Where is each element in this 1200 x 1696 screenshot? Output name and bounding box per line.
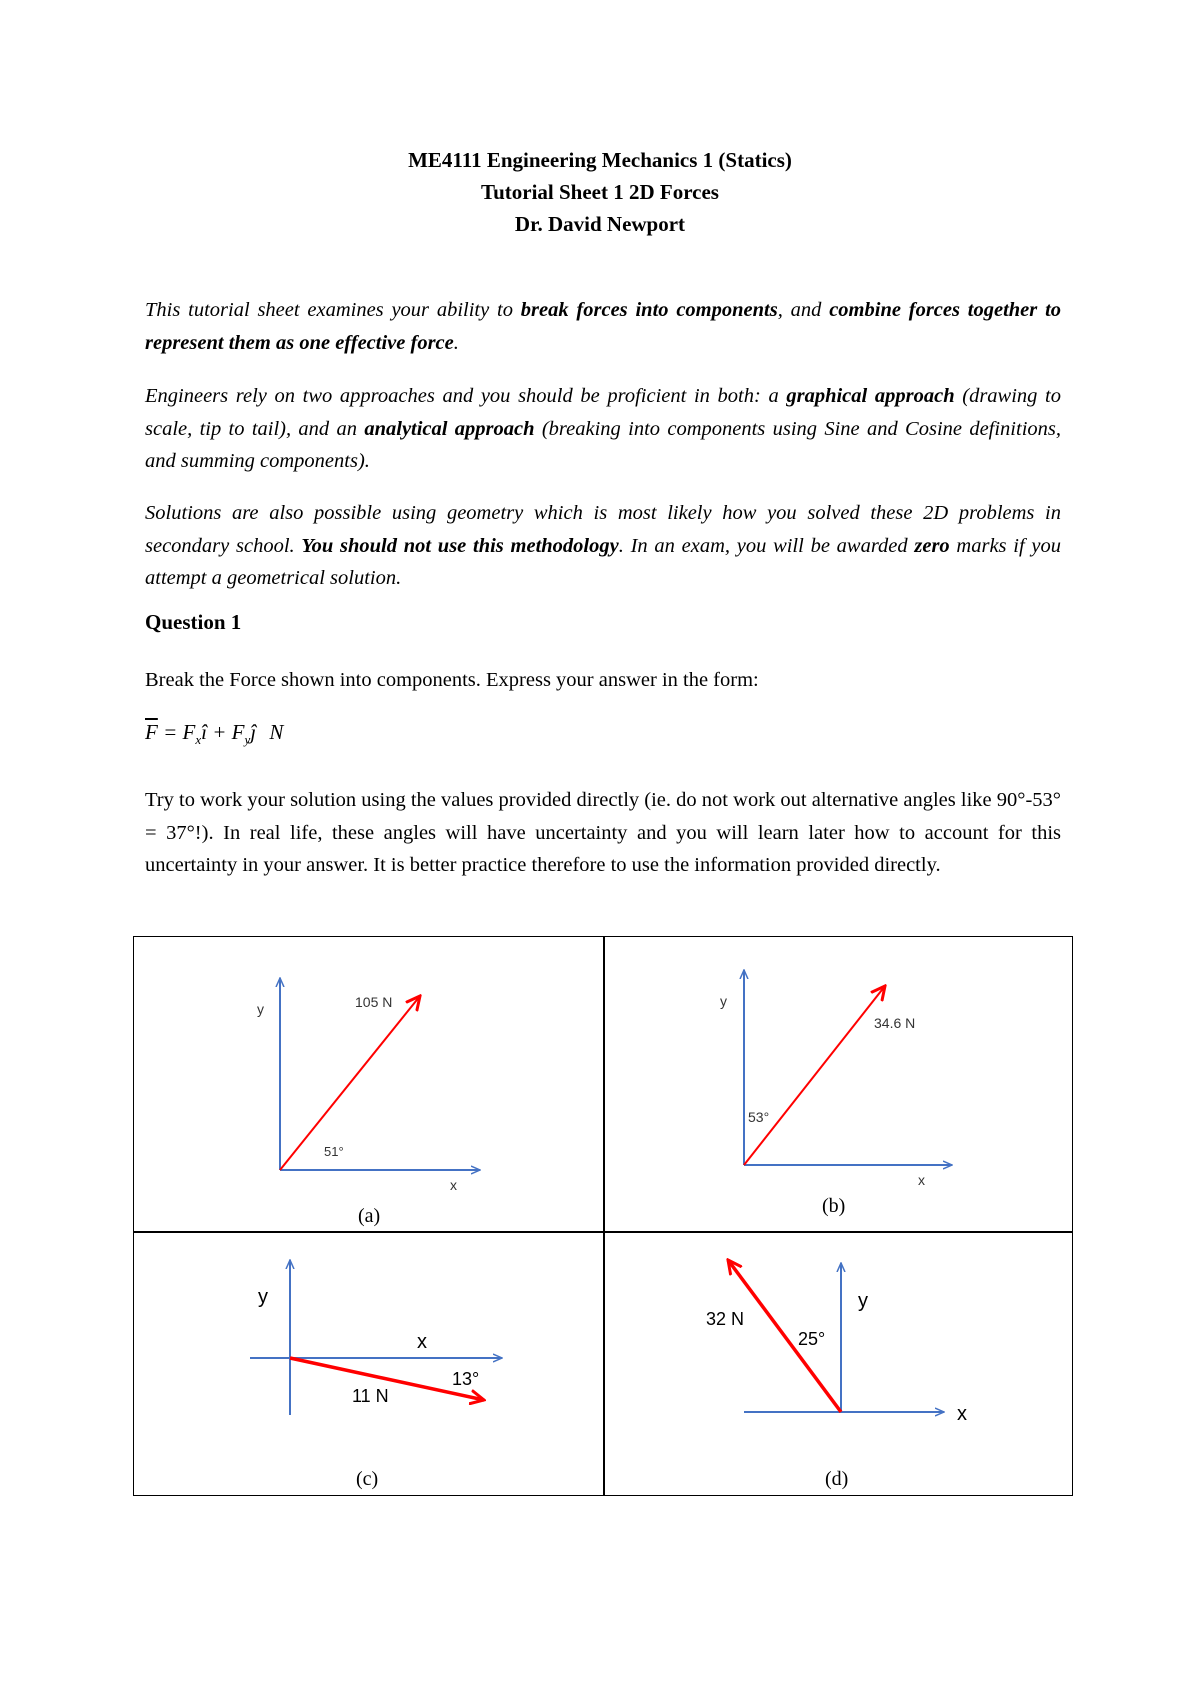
diagram-c-y-label: y	[258, 1286, 268, 1308]
diagram-b-force-label: 34.6 N	[874, 1015, 916, 1031]
diagram-a-force-label: 105 N	[355, 994, 393, 1010]
diagram-b-caption: (b)	[822, 1195, 846, 1217]
intro-paragraph-3: Solutions are also possible using geometry which is most likely how you solved these 2D problems in secondary school. You should not use this methodology. In an exam, you will be awarded zero marks if you attempt a geometrical solution.	[145, 502, 1061, 589]
diagram-a-force-vector	[280, 996, 420, 1170]
diagram-c-x-label: x	[417, 1331, 427, 1353]
intro-paragraph-2: Engineers rely on two approaches and you should be proficient in both: a graphical approach (drawing to scale, tip to tail), and an analytical approach (breaking into components using Sine and Cosine definitions, and summing components).	[145, 385, 1062, 472]
diagram-c-caption: (c)	[356, 1468, 379, 1490]
diagram-b-force-vector	[744, 986, 885, 1165]
answer-formula: $\overline{F}$ = $F_xî$ + $F_yĵ$ N	[145, 720, 284, 748]
diagram-a-y-label: y	[257, 1001, 264, 1017]
diagram-d-angle-label: 25°	[798, 1329, 826, 1349]
question-1-heading: Question 1	[145, 610, 242, 634]
diagram-a-caption: (a)	[358, 1205, 381, 1227]
sheet-title: Tutorial Sheet 1 2D Forces	[481, 180, 719, 204]
diagram-b-x-label: x	[918, 1172, 925, 1188]
question-1-instruction: Break the Force shown into components. Express your answer in the form:	[145, 669, 759, 691]
diagram-d-y-label: y	[858, 1290, 868, 1312]
course-title: ME4111 Engineering Mechanics 1 (Statics)	[408, 148, 792, 172]
diagram-b-y-label: y	[720, 993, 727, 1009]
diagram-a	[257, 978, 480, 1227]
emphasis-analytical: analytical approach	[364, 417, 535, 440]
diagram-a-angle-label: 51°	[324, 1144, 344, 1159]
diagram-c-angle-label: 13°	[452, 1369, 480, 1389]
author-name: Dr. David Newport	[514, 212, 686, 236]
diagram-b-angle-label: 53°	[748, 1109, 770, 1125]
intro-paragraph-1: This tutorial sheet examines your ability to break forces into components, and combine forces together to represent them as one effective force.	[145, 299, 1062, 354]
emphasis-combine-forces: combine forces together to represent them as one effective force	[145, 299, 1062, 354]
diagram-c-force-label: 11 N	[352, 1386, 389, 1406]
diagram-d-x-label: x	[957, 1403, 967, 1425]
emphasis-break-forces: break forces into components	[520, 299, 778, 321]
diagram-d-caption: (d)	[825, 1468, 849, 1490]
diagram-b	[720, 970, 952, 1217]
diagram-d-force-label: 32 N	[706, 1309, 745, 1329]
diagram-c	[250, 1260, 502, 1490]
emphasis-no-geometry: You should not use this methodology	[301, 534, 619, 557]
emphasis-zero: zero	[914, 534, 950, 557]
diagram-a-x-label: x	[450, 1177, 457, 1193]
question-1-note: Try to work your solution using the values provided directly (ie. do not work out alternative angles like 90°-53° = 37°!). In real life, these angles will have uncertainty and you will learn later how to account for this uncertainty in your answer. It is better practice therefore to use the information provided directly.	[145, 789, 1061, 876]
emphasis-graphical: graphical approach	[786, 385, 955, 407]
diagram-d	[706, 1260, 967, 1490]
